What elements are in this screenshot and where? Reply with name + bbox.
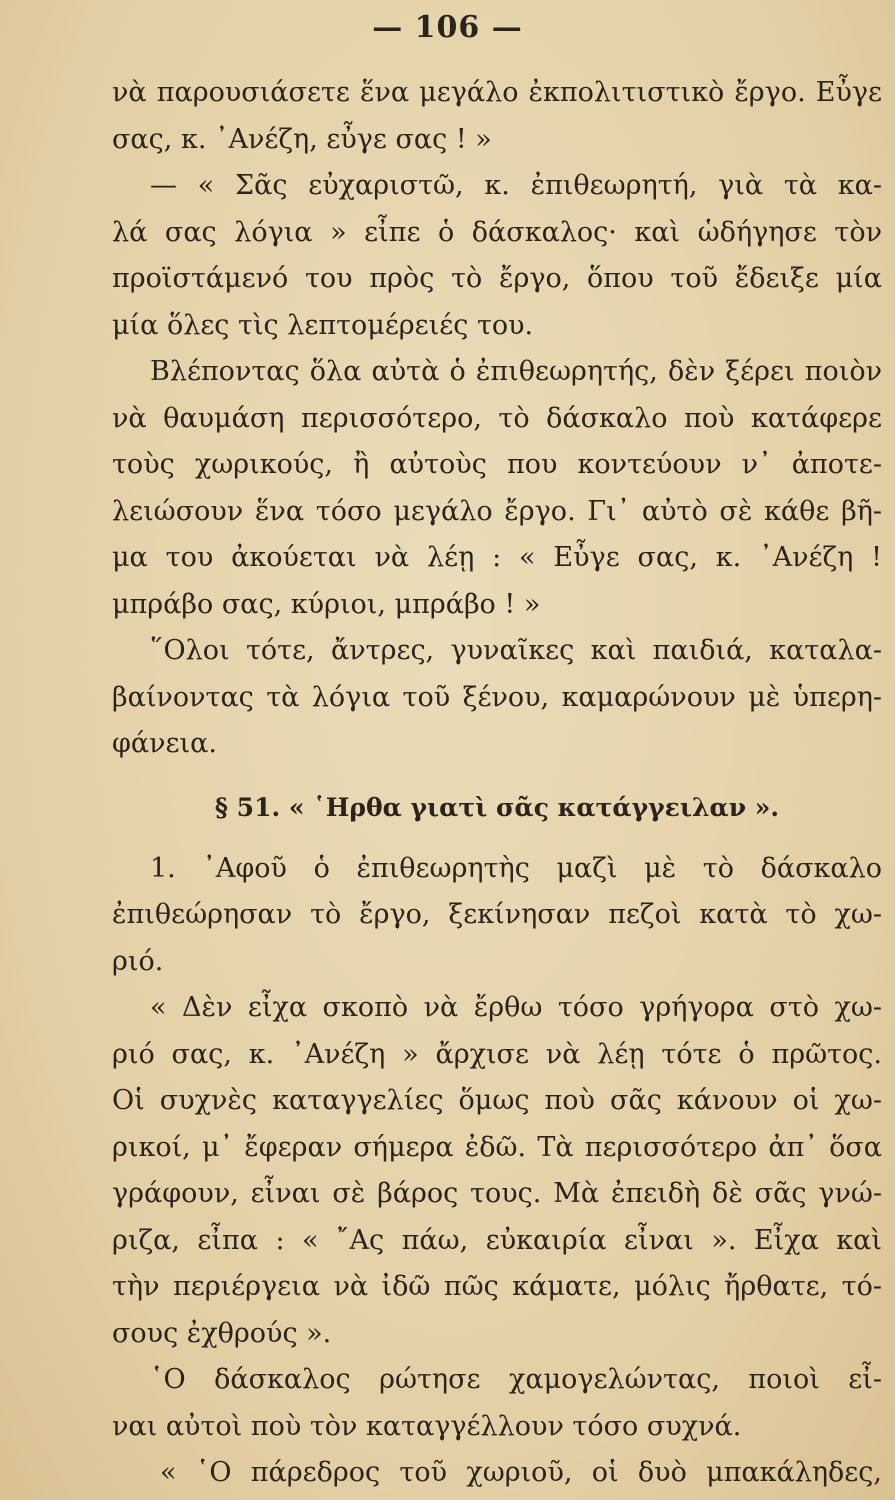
text-line: ριό σας, κ. ᾿Ανέζη » ἄρχισε νὰ λέῃ τότε ὁ πρῶτος.: [112, 1038, 882, 1070]
text-line: Οἱ συχνὲς καταγγελίες ὅμως ποὺ σᾶς κάνουν οἱ χω-: [112, 1085, 882, 1116]
text-line: μπράβο σας, κύριοι, μπράβο ! »: [112, 588, 541, 620]
text-line: ρικοί, μ᾿ ἔφεραν σήμερα ἐδῶ. Τὰ περισσότερο ἀπ᾿ ὅσα: [112, 1131, 882, 1163]
text-line: « ῾Ο πάρεδρος τοῦ χωριοῦ, οἱ δυὸ μπακάληδες,: [160, 1457, 882, 1488]
text-line: ἐπιθεώρησαν τὸ ἔργο, ξεκίνησαν πεζοὶ κατὰ τὸ χω-: [112, 899, 882, 930]
section-heading: § 51. « ῾Ηρθα γιατὶ σᾶς κατάγγειλαν ».: [214, 792, 780, 822]
text-line: γράφουν, εἶναι σὲ βάρος τους. Μὰ ἐπειδὴ δὲ σᾶς γνώ-: [112, 1178, 882, 1209]
page-text: [112, 70, 882, 1497]
text-line: σας, κ. ᾿Ανέζη, εὖγε σας ! »: [112, 123, 492, 155]
text-line: λά σας λόγια » εἶπε ὁ δάσκαλος· καὶ ὡδήγησε τὸν: [112, 216, 882, 248]
text-line: τὴν περιέργεια νὰ ἰδῶ πῶς κάματε, μόλις ἤρθατε, τό-: [112, 1271, 882, 1302]
text-line: ῾Ο δάσκαλος ρώτησε χαμογελώντας, ποιοὶ εἶ-: [150, 1364, 882, 1395]
text-line: νὰ παρουσιάσετε ἕνα μεγάλο ἐκπολιτιστικὸ ἔργο. Εὖγε: [112, 77, 882, 108]
text-line: ριό.: [112, 945, 164, 977]
text-block-after-heading: [112, 846, 882, 1497]
text-line: — « Σᾶς εὐχαριστῶ, κ. ἐπιθεωρητή, γιὰ τὰ κα-: [150, 170, 882, 201]
text-line: ναι αὐτοὶ ποὺ τὸν καταγγέλλουν τόσο συχνά.: [112, 1410, 742, 1442]
text-block-before-heading: [112, 70, 882, 768]
text-line: νὰ θαυμάση περισσότερο, τὸ δάσκαλο ποὺ κατάφερε: [112, 402, 882, 434]
text-line: λειώσουν ἕνα τόσο μεγάλο ἔργο. Γι᾿ αὐτὸ σὲ κάθε βῆ-: [112, 495, 882, 527]
text-line: ριζα, εἶπα : « ῎Ας πάω, εὐκαιρία εἶναι ». Εἶχα καὶ: [112, 1224, 882, 1256]
text-line: μα του ἀκούεται νὰ λέῃ : « Εὖγε σας, κ. ᾿Ανέζη !: [112, 542, 882, 573]
text-line: Βλέποντας ὅλα αὐτὰ ὁ ἐπιθεωρητής, δὲν ξέρει ποιὸν: [150, 356, 882, 387]
page-number: — 106 —: [372, 10, 523, 45]
text-line: βαίνοντας τὰ λόγια τοῦ ξένου, καμαρώνουν μὲ ὑπερη-: [112, 681, 882, 713]
text-line: « Δὲν εἶχα σκοπὸ νὰ ἔρθω τόσο γρήγορα στὸ χω-: [150, 992, 882, 1023]
text-line: τοὺς χωρικούς, ἢ αὐτοὺς που κοντεύουν ν᾿ ἀποτε-: [112, 449, 882, 480]
text-line: μία ὅλες τὶς λεπτομέρειές του.: [112, 309, 534, 341]
text-line: προϊστάμενό του πρὸς τὸ ἔργο, ὅπου τοῦ ἔδειξε μία: [112, 263, 882, 294]
text-line: ῞Ολοι τότε, ἄντρες, γυναῖκες καὶ παιδιά, καταλα-: [150, 635, 882, 666]
text-line: σους ἐχθρούς ».: [112, 1317, 332, 1349]
text-line: 1. ᾿Αφοῦ ὁ ἐπιθεωρητὴς μαζὶ μὲ τὸ δάσκαλο: [150, 852, 882, 884]
text-line: φάνεια.: [112, 728, 217, 759]
